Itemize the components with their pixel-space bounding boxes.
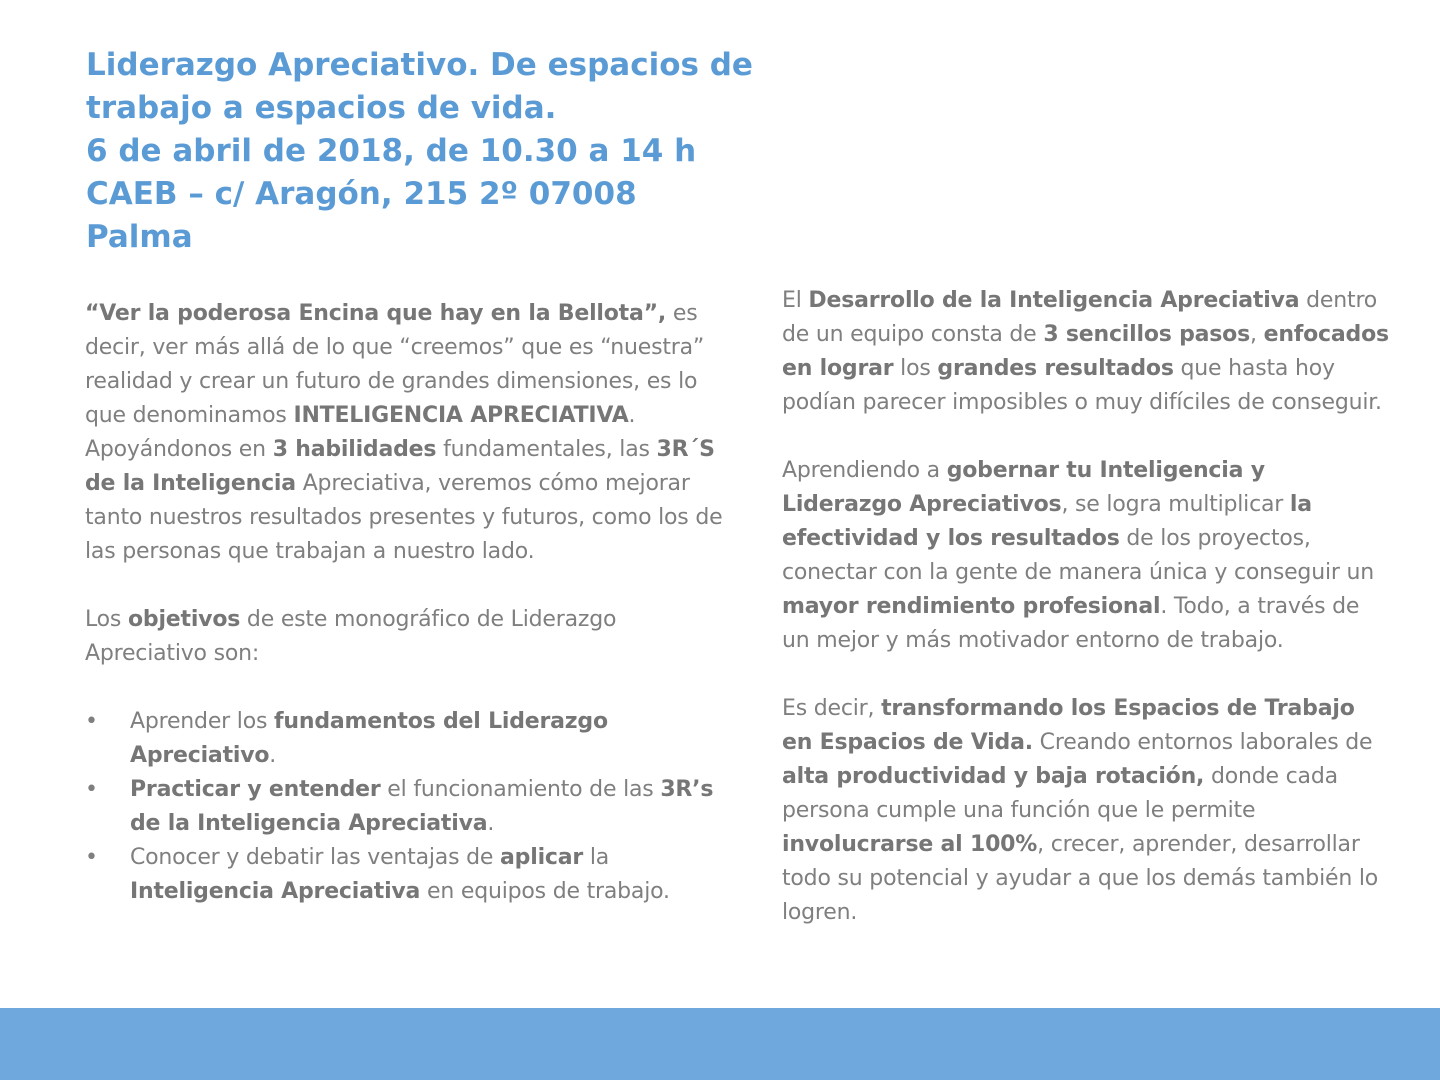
paragraph-text: es decir, ver más allá de lo que “creemos” que es “nuestra” realidad y crear un futuro de grandes dimensiones, es lo que denominamos (85, 301, 705, 428)
right-column (782, 284, 1392, 930)
emphasis-text: Inteligencia Apreciativa (130, 879, 421, 904)
list-item (85, 705, 725, 773)
emphasis-text: 3 sencillos pasos (1043, 322, 1250, 347)
paragraph-text: que hasta hoy podían parecer imposibles o muy difíciles de conseguir. (782, 356, 1382, 415)
list-item (85, 773, 725, 841)
emphasis-text: 3R´S de la Inteligencia (85, 437, 715, 496)
emphasis-text: INTELIGENCIA APRECIATIVA (293, 403, 629, 428)
title-line: Liderazgo Apreciativo. De espacios de (86, 47, 753, 83)
emphasis-text: enfocados en lograr (782, 322, 1389, 381)
emphasis-text: mayor rendimiento profesional (782, 594, 1161, 619)
bullet-icon: • (85, 777, 98, 802)
emphasis-text: fundamentos del Liderazgo Apreciativo (130, 709, 608, 768)
item-text: el funcionamiento de las (380, 777, 661, 802)
paragraph-text: El (782, 288, 809, 313)
emphasis-text: alta productividad y baja rotación, (782, 764, 1205, 789)
left-column (85, 297, 725, 909)
emphasis-text: involucrarse al 100% (782, 832, 1038, 857)
paragraph-text: donde cada persona cumple una función que le permite (782, 764, 1338, 823)
learning-paragraph (782, 454, 1392, 658)
paragraph-text: de este monográfico de Liderazgo Apreciativo son: (85, 607, 617, 666)
emphasis-text: gobernar tu Inteligencia y Liderazgo Apreciativos (782, 458, 1265, 517)
paragraph-text: Apreciativa, veremos cómo mejorar tanto nuestros resultados presentes y futuros, como los de las personas que trabajan a nuestro lado. (85, 471, 723, 564)
emphasis-text: Desarrollo de la Inteligencia Apreciativa (808, 288, 1300, 313)
paragraph-text: , (1250, 322, 1264, 347)
paragraph-text: de los proyectos, conectar con la gente de manera única y conseguir un (782, 526, 1374, 585)
title-line: trabajo a espacios de vida. (86, 90, 557, 126)
paragraph-text: Los (85, 607, 128, 632)
title-line: 6 de abril de 2018, de 10.30 a 14 h (86, 133, 697, 169)
emphasis-text: Practicar y entender (130, 777, 381, 802)
item-text: Aprender los (130, 709, 275, 734)
paragraph-text: . Apoyándonos en (85, 403, 636, 462)
emphasis-text: 3R’s de la Inteligencia Apreciativa (130, 777, 714, 836)
item-text: en equipos de trabajo. (420, 879, 670, 904)
item-text: . (487, 811, 495, 836)
development-paragraph (782, 284, 1392, 420)
paragraph-text: Es decir, (782, 696, 882, 721)
paragraph-text: Creando entornos laborales de (1032, 730, 1373, 755)
objectives-list (85, 705, 725, 909)
emphasis-text: transformando los Espacios de Trabajo en Espacios de Vida. (782, 696, 1355, 755)
paragraph-text: , se logra multiplicar (1061, 492, 1290, 517)
emphasis-text: aplicar (500, 845, 584, 870)
title-line: CAEB – c/ Aragón, 215 2º 07008 (86, 176, 637, 212)
title-line: Palma (86, 219, 193, 255)
paragraph-text: fundamentales, las (436, 437, 657, 462)
bullet-icon: • (85, 845, 98, 870)
footer-band (0, 1008, 1440, 1080)
bullet-icon: • (85, 709, 98, 734)
paragraph-text: . Todo, a través de un mejor y más motivador entorno de trabajo. (782, 594, 1360, 653)
intro-paragraph (85, 297, 725, 569)
emphasis-text: grandes resultados (937, 356, 1174, 381)
objectives-intro (85, 603, 725, 671)
item-text: Conocer y debatir las ventajas de (130, 845, 501, 870)
emphasis-text: la efectividad y los resultados (782, 492, 1312, 551)
item-text: la (583, 845, 610, 870)
emphasis-text: 3 habilidades (272, 437, 437, 462)
paragraph-text: Aprendiendo a (782, 458, 947, 483)
paragraph-text: , crecer, aprender, desarrollar todo su potencial y ayudar a que los demás también lo logren. (782, 832, 1379, 925)
transform-paragraph (782, 692, 1392, 930)
paragraph-text: los (893, 356, 938, 381)
event-title (86, 44, 766, 259)
quote-text: “Ver la poderosa Encina que hay en la Bellota”, (85, 301, 667, 326)
item-text: . (269, 743, 277, 768)
list-item (85, 841, 725, 909)
emphasis-text: objetivos (128, 607, 241, 632)
paragraph-text: dentro de un equipo consta de (782, 288, 1378, 347)
